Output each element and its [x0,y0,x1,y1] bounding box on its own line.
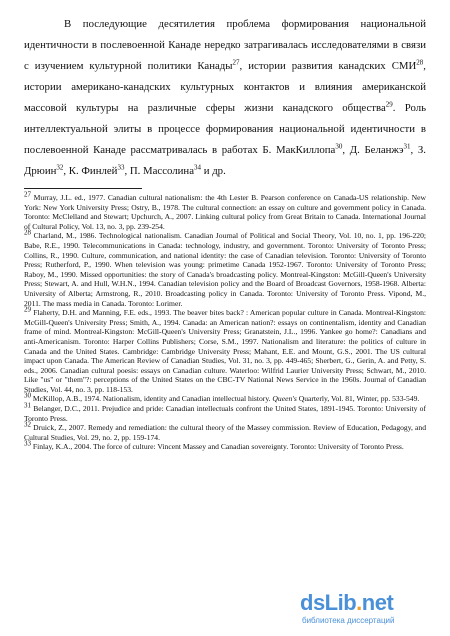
footnote-number: 29 [24,305,31,314]
body-paragraph [24,14,426,182]
footnote-number: 31 [24,401,31,410]
footnote-ref[interactable]: 32 [56,163,64,172]
footnote-text: Charland, M., 1986. Technological nationalism. Canadian Journal of Political and Social Theory, Vol. 10, no. 1, pp. 196-220; Babe, R.E., 1990. Telecommunications in Canada: technology, industry, and government. Toronto: University of Toronto Press; Collins, R., 1990. Culture, communication, and national identity: the case of Canadian television. Toronto: University of Toronto Press; Rutherford, P., 1990. When television was young: primetime Canada 1952-1967. Toronto: University of Toronto Press; Raboy, M., 1990. Missed opportunities: the story of Canada's broadcasting policy. Montreal-Kingston: McGill-Queen's University Press; Stewart, A. and Hull, W.H.N., 1994. Canadian television policy and the Board of Broadcast Governors, 1958-1968. Alberta: University of Alberta; Armstrong, R., 2010. Broadcasting policy in Canada. Toronto: University of Toronto Press. Vipond, M., 2011. The mass media in Canada. Toronto: Lorimer. [24,231,426,308]
body-text: . Роль интеллектуальной элиты в процессе формирования национальной идентичности в послевоенной Канаде рассматривалась в работах Б. МакКиллопа [24,102,427,156]
footnote-ref[interactable]: 28 [416,58,424,67]
footnotes [24,190,426,452]
body-text: , З. Дрюин [24,144,426,177]
footnote-ref[interactable]: 34 [194,163,202,172]
footnote-ref[interactable]: 29 [385,100,393,109]
footnote-ref[interactable]: 27 [232,58,240,67]
footnote-text: Druick, Z., 2007. Remedy and remediation: the cultural theory of the Massey commission. Review of Education, Pedagogy, and Cultural Studies, Vol. 29, no. 2, pp. 159-174. [24,423,426,442]
body-text: В последующие десятилетия проблема формирования национальной идентичности в послевоенной Канаде нередко затрагивалась исследователями в связи с изучением культурной политики Канады [24,18,426,72]
body-text: , П. Массолина [124,165,195,177]
body-text: , К. Финлей [63,165,118,177]
footnote-number: 32 [24,420,31,429]
footnote-number: 27 [24,190,31,199]
footnote-text: Finlay, K.A., 2004. The force of culture: Vincent Massey and Canadian sovereignty. Toronto: University of Toronto Press. [31,442,404,452]
body-text: , истории развития канадских СМИ [239,60,417,72]
body-text: , Д. Беланжэ [342,144,404,156]
footnote-number: 30 [24,391,31,400]
footnote-text: Quarterly, Vol. 81, Winter, pp. 533-549. [296,394,420,404]
footnote-32 [24,420,426,442]
footnote-31 [24,401,426,423]
logo-tld-text: net [361,590,394,615]
footnote-ref[interactable]: 33 [117,163,125,172]
footnote-ref[interactable]: 30 [335,142,343,151]
footnote-text: Belanger, D.C., 2011. Prejudice and pride: Canadian intellectuals confront the United States, 1891-1945. Toronto: University of Toronto Press. [24,404,426,423]
body-text: , истории американо-канадских культурных контактов и влияния американской массовой культуры на различные сферы жизни канадского общества [24,60,426,114]
footnote-33 [24,439,426,452]
site-watermark[interactable] [300,590,440,630]
logo-main-text: dsLib [300,590,357,615]
footnote-text: Murray, J.L. ed., 1977. Canadian cultural nationalism: the 4th Lester B. Pearson conference on Canada-US relationship. New York: New York University Press; Ostry, B., 1978. The cultural connection: an essay on culture and government policy in Canada. Toronto: McClelland and Stewart; Upchurch, A., 2007. Linking cultural policy from Great Britain to Canada. International Journal of Cultural Policy, Vol. 13, no. 3, pp. 239-254. [24,193,426,231]
footnote-30 [24,391,426,404]
document-page [24,14,426,452]
footnote-number: 33 [24,439,31,448]
watermark-tagline: библиотека диссертаций [302,616,395,625]
footnote-28 [24,228,426,308]
body-text: и др. [201,165,226,177]
footnote-separator [24,188,142,189]
journal-title: Queen's [272,394,297,404]
footnote-29 [24,305,426,394]
footnote-ref[interactable]: 31 [403,142,411,151]
logo-dot: . [356,590,362,615]
footnote-text: Flaherty, D.H. and Manning, F.E. eds., 1993. The beaver bites back? : American popular culture in Canada. Montreal-Kingston: McGill-Queen's University Press; Smith, A., 1994. Canada: an American nation?: essays on continentalism, identity and Canadian frame of mind. Montreal-Kingston: McGill-Queen's University Press; Granatstein, J.L., 1996. Yankee go home?: Canadians and anti-Americanism. Toronto: Harper Collins Publishers; Corse, S.M., 1997. Nationalism and literature: the politics of culture in Canada and the United States. Cambridge: Cambridge University Press; Mahant, E.E. and Mount, G.S., 2001. The US cultural impact upon Canada. The American Review of Canadian Studies, Vol. 31, no. 3, pp. 449-465; Sherbert, G., Gerin, A. and Petty, S. eds., 2006. Canadian cultural poesis: essays on Canadian culture. Waterloo: Wilfrid Laurier University Press; Schwart, M., 2010. Like "us" or "them"?: perceptions of the United States on the CBC-TV National News Service in the 1960s. Journal of Canadian Studies, Vol. 44, no. 3, pp. 118-153. [24,308,426,394]
dslib-logo [300,590,393,616]
footnote-text: McKillop, A.B., 1974. Nationalism, identity and Canadian intellectual history. [31,394,273,404]
footnote-number: 28 [24,228,31,237]
footnote-27 [24,190,426,231]
